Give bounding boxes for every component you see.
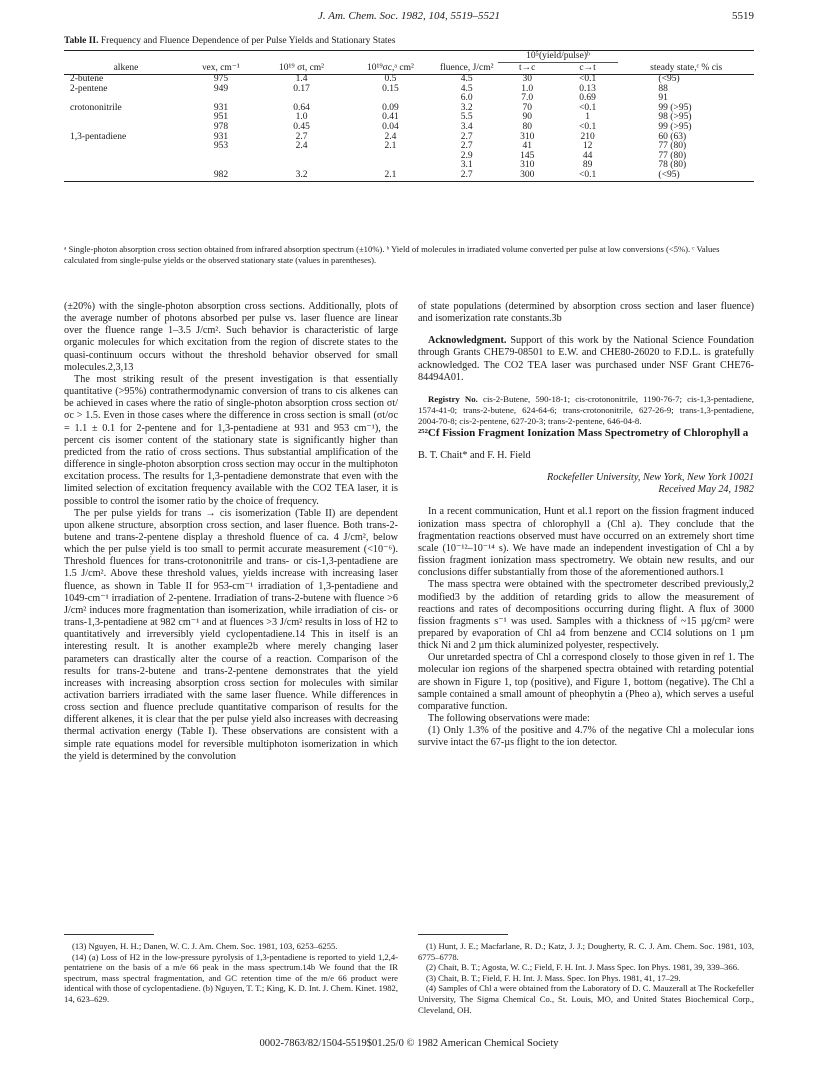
cell-nu-ex: 931 bbox=[213, 102, 229, 113]
cell-alkene: 1,3-pentadiene bbox=[70, 131, 127, 142]
cell-c-to-t: 0.13 bbox=[579, 83, 596, 94]
reference-item: (4) Samples of Chl a were obtained from the Laboratory of D. C. Mauzerall at The Rockefeller University, The Sigma Chemical Co., St. Louis, MO, and United States Biochemical Corp., Cleveland, OH. bbox=[418, 983, 754, 1015]
cell-steady-state: 77 (80) bbox=[658, 150, 687, 161]
cell-fluence: 2.9 bbox=[460, 150, 473, 161]
registry-label: Registry No. bbox=[428, 393, 478, 404]
cell-alkene: 2-butene bbox=[70, 74, 104, 84]
table-row bbox=[64, 75, 754, 85]
cell-sigma-c: 2.1 bbox=[384, 169, 397, 180]
cell-alkene: 2-pentene bbox=[70, 83, 108, 94]
cell-c-to-t: 44 bbox=[582, 150, 593, 161]
cell-t-to-c: 310 bbox=[520, 160, 535, 171]
body-paragraph: (1) Only 1.3% of the positive and 4.7% of the negative Chl a molecular ions survive intact the 67-µs flight to the ion detector. bbox=[418, 725, 754, 749]
cell-sigma-c: 0.09 bbox=[382, 102, 399, 113]
col-c-to-t: c→t bbox=[579, 63, 596, 73]
table-row bbox=[64, 94, 754, 104]
body-paragraph: The following observations were made: bbox=[428, 713, 590, 725]
body-paragraph: Our unretarded spectra of Chl a correspond closely to those given in ref 1. The molecular ion regions of the sharpened spectra obtained with retarding potential are shown in Figure 1, top (positive), and Figure 1, bottom (negative). The Chl a sample contained a small amount of pheophytin a (Pheo a), which serves a useful comparative function. bbox=[418, 652, 754, 712]
table-row bbox=[64, 161, 754, 171]
table-row bbox=[64, 123, 754, 133]
col-fluence: fluence, J/cm² bbox=[439, 63, 494, 73]
body-paragraph: The per pulse yields for trans → cis isomerization (Table II) are dependent upon alkene structure, absorption cross section, and laser fluence. Both trans-2-butene and trans-2-pentene display a threshold fluence of ca. 4 J/cm², below which the per pulse yield is too small to permit accurate measurement (<10⁻⁶). Threshold fluences for trans-crotononitrile and trans- or cis-1,3-pentadiene are 1.5 J/cm². Above these threshold values, yields increase with increasing laser fluence, as shown in Table II for 953-cm⁻¹ irradiation of 1,3-pentadiene and 1049-cm⁻¹ irradiation of 2-pentene. Irradiation of trans-2-butene with fluence >6 J/cm² induces more fragmentation than isomerization, while irradiation of cis- or trans-1,3-pentadiene at 982 cm⁻¹ and at fluences >3 J/cm² results in loss of H2 to quantitatively and irreversibly yield cyclopentadiene.14 This in itself is an interesting result. It is another example2b where merely changing laser parameters can drastically alter the course of a reaction. Comparison of the results for trans-2-butene and trans-2-pentene demonstrates that the yield increases with increasing absorption cross section for molecules with similar activation barriers irradiated with the same laser fluence. While differences in cross section and fluence preclude quantitative comparison of results for the different alkenes, it is clear that the per pulse yield also increases with decreasing thermal activation energy (Table I). These observations are consistent with a simple rate equations model for reversible multiphoton isomerization in which the yield is determined by the convolution bbox=[64, 507, 398, 762]
cell-nu-ex: 978 bbox=[213, 121, 229, 132]
cell-sigma-c: 2.4 bbox=[384, 131, 397, 142]
cell-steady-state: 98 (>95) bbox=[658, 112, 692, 123]
cell-sigma-t bbox=[258, 152, 345, 162]
reference-item: (1) Hunt, J. E.; Macfarlane, R. D.; Katz, J. J.; Dougherty, R. C. J. Am. Chem. Soc. 1981, 103, 6775–6778. bbox=[418, 941, 754, 962]
cell-sigma-c bbox=[345, 152, 436, 162]
cell-c-to-t: 1 bbox=[585, 112, 590, 123]
cell-t-to-c: 90 bbox=[522, 112, 532, 123]
page-number: 5519 bbox=[732, 10, 754, 22]
cell-alkene: crotononitrile bbox=[70, 102, 122, 113]
col-sigma-c: 10¹⁹σc,ᵃ cm² bbox=[367, 63, 414, 73]
cell-t-to-c: 30 bbox=[522, 74, 532, 84]
article-authors: B. T. Chait* and F. H. Field bbox=[418, 449, 531, 461]
received-date: Received May 24, 1982 bbox=[658, 484, 754, 496]
col-yield-group: 10⁵(yield/pulse)ᵇ bbox=[498, 51, 619, 63]
cell-alkene bbox=[64, 161, 184, 171]
body-paragraph: The mass spectra were obtained with the spectrometer described previously,2 modified3 by the addition of retarding grids to allow the measurement of reactions and rates of decompositions occurring during flight. A flux of 3000 fission fragments s⁻¹ was used. Samples with a thickness of ~15 µg/cm² were prepared by evaporation of Chl a4 from benzene and CCl4 solutions on 1 µm thick Ni and 2 µm thick aluminized polyester, respectively. bbox=[418, 579, 754, 652]
registry-numbers bbox=[418, 394, 754, 427]
table-body bbox=[64, 75, 754, 182]
table-row bbox=[64, 104, 754, 114]
body-paragraph: (±20%) with the single-photon absorption cross sections. Additionally, plots of the average number of photons absorbed per pulse vs. laser fluence are linear over the fluence range 1–3.5 J/cm². Such behavior is characteristic of large organic molecules for which excitation from the region of discrete states to the quasi-continuum occurs without the threshold behavior observed for small molecules.2,3,13 bbox=[64, 301, 398, 373]
cell-c-to-t: 89 bbox=[582, 160, 593, 171]
cell-nu-ex: 951 bbox=[213, 112, 229, 123]
table-label: Table II. bbox=[64, 36, 99, 46]
cell-nu-ex: 931 bbox=[213, 131, 229, 142]
cell-c-to-t: 210 bbox=[580, 131, 595, 142]
cell-t-to-c: 70 bbox=[522, 102, 532, 113]
table-row bbox=[64, 85, 754, 95]
cell-c-to-t: <0.1 bbox=[578, 74, 597, 84]
table-row bbox=[64, 142, 754, 152]
cell-t-to-c: 300 bbox=[520, 169, 535, 180]
reference-item: (3) Chait, B. T.; Field, F. H. Int. J. Mass. Spec. Ion Phys. 1981, 41, 17–29. bbox=[426, 972, 681, 983]
reference-item: (2) Chait, B. T.; Agosta, W. C.; Field, F. H. Int. J. Mass Spec. Ion Phys. 1981, 39, 339–366. bbox=[426, 962, 740, 973]
cell-steady-state: 91 bbox=[658, 93, 668, 104]
cell-sigma-t: 2.7 bbox=[295, 131, 308, 142]
cell-steady-state: (<95) bbox=[658, 169, 680, 180]
col-sigma-t: 10¹⁹ σt, cm² bbox=[279, 63, 325, 73]
body-paragraph: The most striking result of the present investigation is that essentially quantitative (>95%) contrathermodynamic conversion of trans to cis alkenes can be achieved in cases where the ratio of single-photon absorption cross section σt/σc > 1.5. Even in those cases where the difference in cross section is small (σt/σc = 1.1 ± 0.1 for 2-pentene and for 1,3-pentadiene at 931 and 953 cm⁻¹), the percent cis isomer content of the stationary state is significantly higher than predicted from the ratio of cross sections. Thus substantial amplification of the difference in single-photon absorption cross section may occur in the multiphoton excitation process. The results for 1,3-pentadiene demonstrate that even with the limited selection of excitation frequency available with the CO2 TEA laser, it is possible to control the isomer ratio by the choice of frequency. bbox=[64, 373, 398, 507]
cell-fluence: 3.2 bbox=[460, 102, 473, 113]
cell-sigma-t: 0.17 bbox=[293, 83, 310, 94]
journal-citation: J. Am. Chem. Soc. 1982, 104, 5519–5521 bbox=[318, 10, 500, 22]
cell-fluence: 4.5 bbox=[460, 83, 473, 94]
cell-t-to-c: 80 bbox=[522, 121, 532, 132]
article-title: ²⁵²Cf Fission Fragment Ionization Mass Spectrometry of Chlorophyll a bbox=[418, 426, 749, 439]
cell-t-to-c: 145 bbox=[520, 150, 535, 161]
reference-item: (14) (a) Loss of H2 in the low-pressure pyrolysis of 1,3-pentadiene is reported to yield 1,2,4-pentatriene on the basis of a m/e 66 peak in the mass spectrum.14b We found that the IR spectrum, mass spectral fragmentation, and GC retention time of the m/e 66 product were identical with those of cyclopentadiene. (b) Nguyen, T. T.; King, K. D. Int. J. Chem. Kinet. 1982, 14, 623–629. bbox=[64, 951, 398, 1004]
data-table bbox=[64, 50, 754, 182]
table-row bbox=[64, 171, 754, 181]
cell-fluence: 3.1 bbox=[460, 160, 473, 171]
acknowledgment bbox=[418, 335, 754, 384]
cell-alkene bbox=[64, 113, 184, 123]
table-footnotes: ᵃ Single-photon absorption cross section obtained from infrared absorption spectrum (±10%). ᵇ Yield of molecules in irradiated volume converted per pulse at low conversions (<5%). ᶜ Values calculated from single-pulse yields or the observed stationary state (values in parentheses). bbox=[64, 244, 720, 265]
cell-c-to-t: <0.1 bbox=[578, 169, 597, 180]
cell-c-to-t: <0.1 bbox=[578, 121, 597, 132]
cell-steady-state: 60 (63) bbox=[658, 131, 687, 142]
cell-fluence: 2.7 bbox=[460, 141, 473, 152]
left-column bbox=[64, 301, 398, 763]
ack-text: Support of this work by the National Science Foundation through Grants CHE79-08501 to E.W. and CHE80-26020 to F.D.L. is gratefully acknowledged. The CO2 TEA laser was purchased under NSF Grant CHE76-84494A01. bbox=[418, 335, 754, 383]
cell-nu-ex: 975 bbox=[213, 74, 229, 84]
cell-fluence: 6.0 bbox=[460, 93, 473, 104]
cell-steady-state: 88 bbox=[658, 83, 668, 94]
ack-label: Acknowledgment. bbox=[428, 335, 507, 347]
right-column bbox=[418, 301, 754, 750]
footnote-rule bbox=[418, 934, 508, 935]
cell-nu-ex: 949 bbox=[213, 83, 229, 94]
cell-steady-state: 99 (>95) bbox=[658, 102, 692, 113]
cell-nu-ex: 982 bbox=[213, 169, 229, 180]
col-nu-ex: νex, cm⁻¹ bbox=[202, 63, 240, 73]
cell-sigma-c: 0.5 bbox=[384, 74, 397, 84]
cell-fluence: 3.4 bbox=[460, 121, 473, 132]
cell-sigma-t: 1.0 bbox=[295, 112, 308, 123]
references-left bbox=[64, 941, 398, 1005]
cell-nu-ex: 953 bbox=[213, 141, 229, 152]
cell-t-to-c: 310 bbox=[520, 131, 535, 142]
cell-sigma-t: 3.2 bbox=[295, 169, 308, 180]
cell-fluence: 4.5 bbox=[460, 74, 473, 84]
table-title: Frequency and Fluence Dependence of per Pulse Yields and Stationary States bbox=[100, 36, 396, 46]
cell-fluence: 5.5 bbox=[460, 112, 473, 123]
cell-nu-ex bbox=[184, 152, 258, 162]
cell-steady-state: 99 (>95) bbox=[658, 121, 692, 132]
cell-steady-state: 78 (80) bbox=[658, 160, 687, 171]
cell-alkene bbox=[64, 171, 184, 181]
references-right bbox=[418, 941, 754, 1015]
cell-sigma-c: 0.15 bbox=[382, 83, 399, 94]
cell-sigma-t: 1.4 bbox=[295, 74, 308, 84]
cell-alkene bbox=[64, 142, 184, 152]
cell-c-to-t: <0.1 bbox=[578, 102, 597, 113]
page-footer: 0002-7863/82/1504-5519$01.25/0 © 1982 American Chemical Society bbox=[259, 1038, 559, 1049]
cell-steady-state: (<95) bbox=[658, 74, 680, 84]
col-steady-state: steady state,ᶜ % cis bbox=[650, 63, 723, 73]
col-alkene: alkene bbox=[113, 63, 139, 73]
cell-fluence: 2.7 bbox=[460, 169, 473, 180]
affiliation: Rockefeller University, New York, New York 10021 bbox=[547, 472, 754, 484]
body-paragraph: of state populations (determined by absorption cross section and laser fluence) and isomerization rate constants.3b bbox=[418, 301, 754, 325]
cell-t-to-c: 41 bbox=[522, 141, 532, 152]
cell-sigma-t: 0.45 bbox=[293, 121, 310, 132]
cell-sigma-c: 2.1 bbox=[384, 141, 397, 152]
reference-item: (13) Nguyen, H. H.; Danen, W. C. J. Am. Chem. Soc. 1981, 103, 6253–6255. bbox=[72, 941, 338, 951]
table-caption bbox=[64, 36, 754, 46]
cell-steady-state: 77 (80) bbox=[658, 141, 687, 152]
cell-t-to-c: 7.0 bbox=[521, 93, 534, 104]
body-paragraph: In a recent communication, Hunt et al.1 report on the fission fragment induced ionization mass spectra of chlorophyll a (Chl a). They conclude that the fragmentation reactions observed must have occurred on an extremely short time scale (10⁻¹²–10⁻¹⁴ s). We have made an independent investigation of Chl a by fission fragment ionization mass spectrometry. We obtain new results, and our conclusions differ substantially from those of the aforementioned authors.1 bbox=[418, 506, 754, 579]
cell-fluence: 2.7 bbox=[460, 131, 473, 142]
cell-t-to-c: 1.0 bbox=[521, 83, 534, 94]
cell-sigma-t: 2.4 bbox=[295, 141, 308, 152]
cell-c-to-t: 0.69 bbox=[579, 93, 596, 104]
table-row bbox=[64, 152, 754, 162]
cell-alkene bbox=[64, 152, 184, 162]
col-t-to-c: t→c bbox=[519, 63, 536, 73]
footnote-rule bbox=[64, 934, 154, 935]
cell-sigma-c: 0.04 bbox=[382, 121, 399, 132]
registry-text: cis-2-Butene, 590-18-1; cis-crotononitrile, 1190-76-7; cis-1,3-pentadiene, 1574-41-0; trans-2-butene, 624-64-6; trans-crotononitrile, 627-26-9; trans-1,3-pentadiene, 2004-70-8; cis-2-pentene, 627-20-3; trans-2-pentene, 646-04-8. bbox=[418, 393, 755, 426]
cell-c-to-t: 12 bbox=[582, 141, 593, 152]
table-row bbox=[64, 113, 754, 123]
cell-sigma-t: 0.64 bbox=[293, 102, 310, 113]
table-row bbox=[64, 133, 754, 143]
cell-sigma-c: 0.41 bbox=[382, 112, 399, 123]
